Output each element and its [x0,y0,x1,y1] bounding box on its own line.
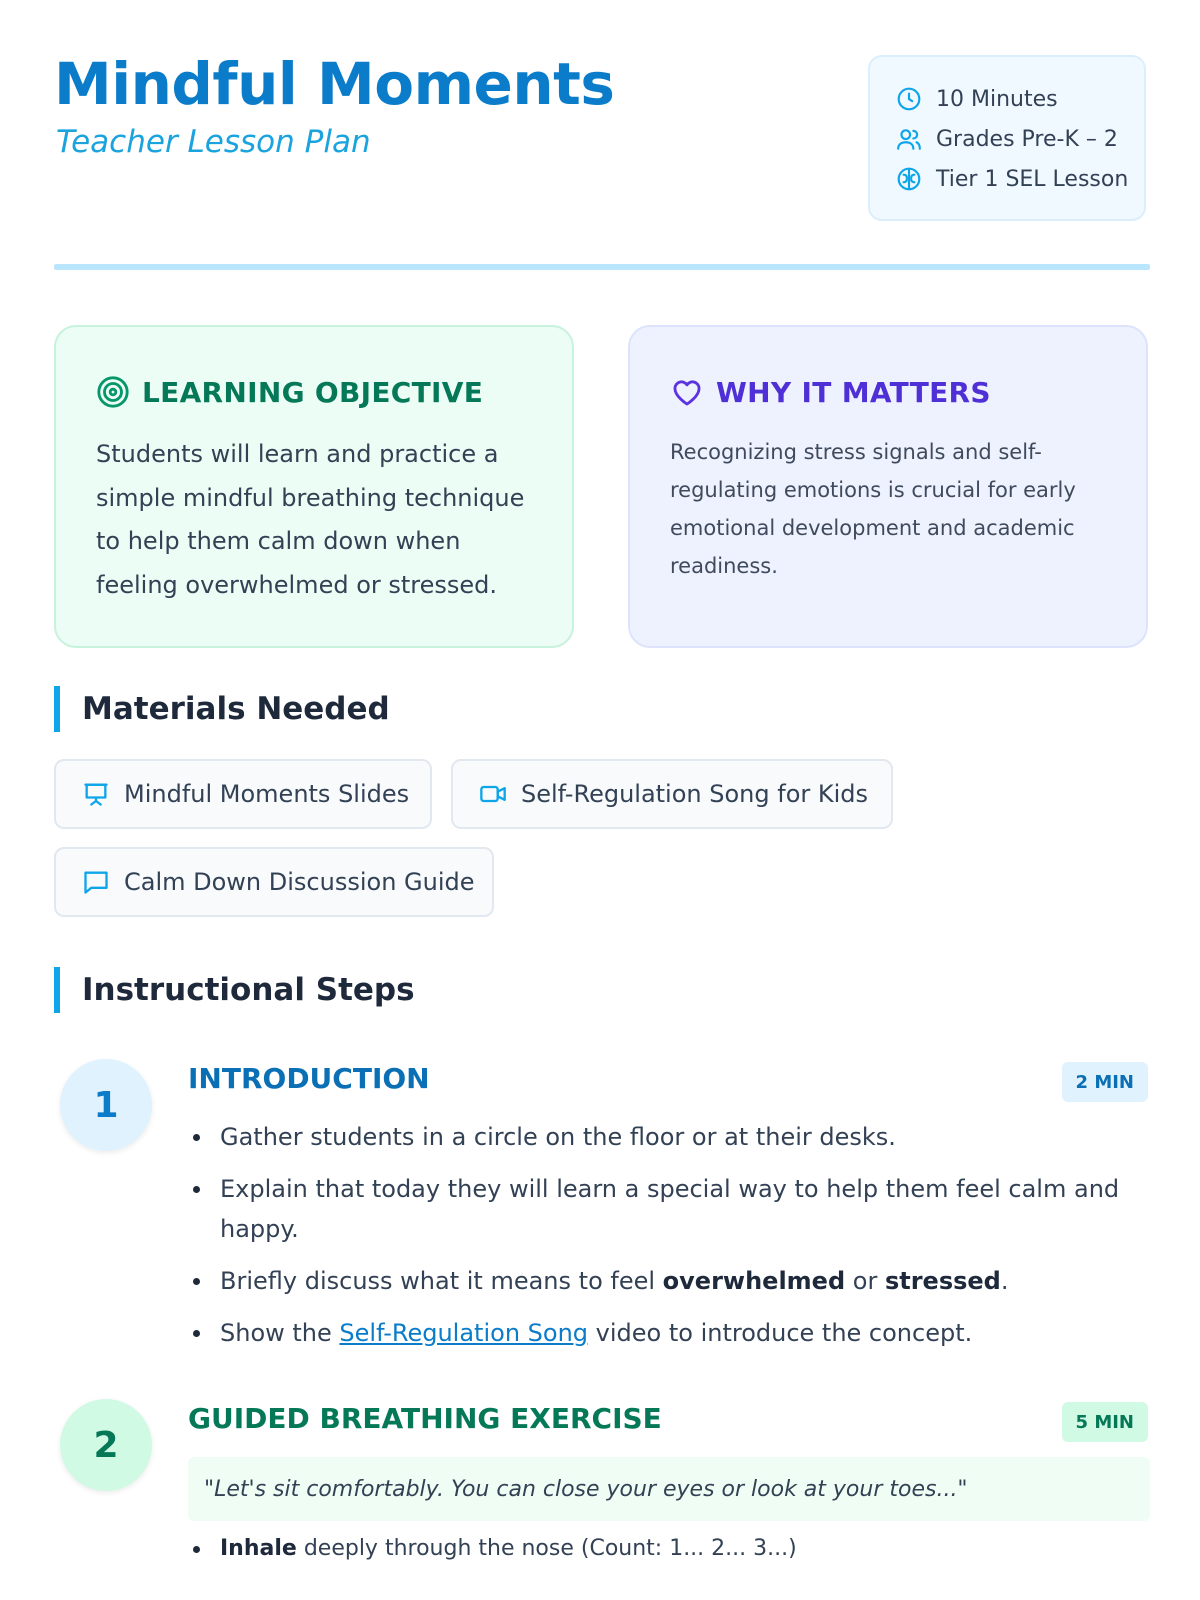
list-item: Gather students in a circle on the floor or at their desks. [188,1117,1148,1157]
page-title: Mindful Moments [54,50,615,118]
learning-objective-heading: LEARNING OBJECTIVE [142,375,484,409]
self-regulation-song-link[interactable]: Self-Regulation Song [339,1319,589,1347]
header-divider [54,264,1150,270]
meta-grades [896,119,1144,159]
list-item: Briefly discuss what it means to feel overwhelmed or stressed. [188,1261,1148,1301]
step-2-bullets [188,1529,1148,1569]
heart-icon [670,375,704,409]
video-icon [479,780,507,808]
meta-duration [896,79,1144,119]
step-2-script-quote: "Let's sit comfortably. You can close your eyes or look at your toes..." [188,1457,1150,1521]
step-2-title: GUIDED BREATHING EXERCISE [188,1402,662,1435]
users-icon [896,126,922,152]
list-item: Explain that today they will learn a special way to help them feel calm and happy. [188,1169,1148,1249]
lesson-meta-card [868,55,1146,221]
list-item: Show the Self-Regulation Song video to introduce the concept. [188,1313,1148,1353]
meta-grades-text: Grades Pre-K – 2 [936,126,1118,152]
step-1-title: INTRODUCTION [188,1062,430,1095]
steps-heading: Instructional Steps [82,972,415,1008]
target-icon [96,375,130,409]
steps-section-header [54,967,415,1013]
material-guide-link[interactable] [54,847,494,917]
lesson-plan-page [54,0,1150,1600]
brain-icon [896,166,922,192]
meta-tier-text: Tier 1 SEL Lesson [936,166,1129,192]
material-guide-label: Calm Down Discussion Guide [124,868,475,896]
meta-duration-text: 10 Minutes [936,86,1058,112]
materials-heading: Materials Needed [82,691,390,727]
material-song-link[interactable] [451,759,893,829]
why-it-matters-text: Recognizing stress signals and self-regulating emotions is crucial for early emotional development and academic readiness. [670,440,1076,578]
step-1-duration-badge: 2 MIN [1062,1062,1148,1102]
material-song-label: Self-Regulation Song for Kids [521,780,869,808]
step-2-duration-badge: 5 MIN [1062,1402,1148,1442]
material-slides-link[interactable] [54,759,432,829]
learning-objective-header [96,369,532,415]
page-subtitle: Teacher Lesson Plan [56,124,371,160]
why-it-matters-header [670,369,1106,415]
clock-icon [896,86,922,112]
presentation-icon [82,780,110,808]
step-1-bullets [188,1117,1148,1353]
why-it-matters-card [628,325,1148,648]
step-number-2: 2 [60,1399,152,1491]
why-it-matters-heading: WHY IT MATTERS [716,375,991,409]
learning-objective-text: Students will learn and practice a simple mindful breathing technique to help them calm down when feeling overwhelmed or stressed. [96,440,525,599]
step-number-1: 1 [60,1059,152,1151]
materials-section-header [54,686,390,732]
list-item: Inhale deeply through the nose (Count: 1... 2... 3...) [188,1529,1148,1569]
learning-objective-card [54,325,574,648]
meta-tier [896,159,1144,199]
material-slides-label: Mindful Moments Slides [124,780,410,808]
message-icon [82,868,110,896]
